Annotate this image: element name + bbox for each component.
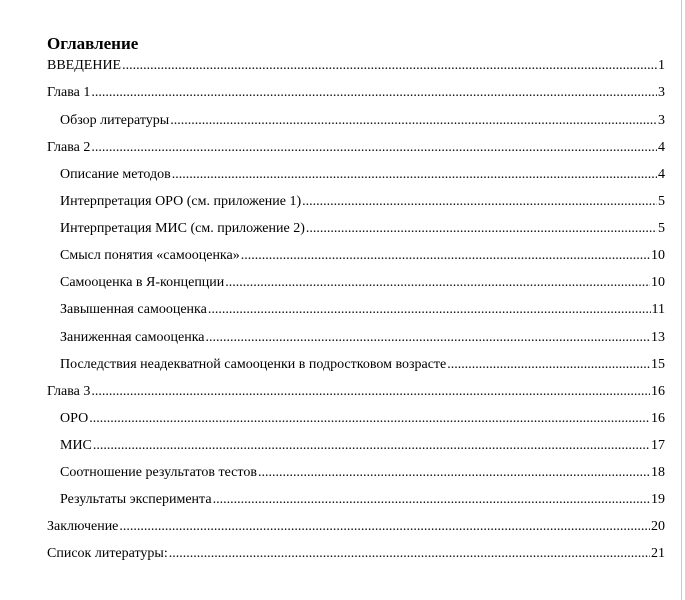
toc-entry[interactable] — [60, 300, 665, 318]
toc-entry-title: Результаты эксперимента — [60, 492, 212, 507]
toc-entry-page-number: 3 — [658, 85, 665, 100]
toc-entry-title: Смысл понятия «самооценка» — [60, 248, 240, 263]
toc-entry-page-number: 10 — [651, 248, 665, 263]
toc-entry-page-number: 15 — [651, 357, 665, 372]
toc-dot-leader — [91, 85, 657, 101]
toc-dot-leader — [89, 411, 650, 427]
toc-dot-leader — [208, 302, 651, 318]
toc-entry-page-number: 3 — [658, 113, 665, 128]
toc-entry[interactable] — [60, 490, 665, 508]
toc-dot-leader — [241, 248, 650, 264]
toc-dot-leader — [206, 330, 650, 346]
toc-dot-leader — [306, 221, 657, 237]
toc-entry-title: Заниженная самооценка — [60, 330, 205, 345]
toc-entry[interactable] — [60, 328, 665, 346]
toc-entry-page-number: 21 — [651, 546, 665, 561]
toc-entry[interactable] — [60, 246, 665, 264]
toc-dot-leader — [169, 546, 650, 562]
toc-entry-title: Заключение — [47, 519, 119, 534]
toc-dot-leader — [213, 492, 650, 508]
toc-entry-title: Глава 3 — [47, 384, 91, 399]
toc-entry-page-number: 1 — [658, 58, 665, 73]
toc-entry-title: Глава 1 — [47, 85, 91, 100]
toc-entry-title: Описание методов — [60, 167, 171, 182]
toc-entry-page-number: 19 — [651, 492, 665, 507]
toc-entry[interactable] — [60, 355, 665, 373]
toc-entry[interactable] — [47, 138, 665, 156]
toc-dot-leader — [91, 140, 657, 156]
toc-dot-leader — [447, 357, 650, 373]
toc-entry-title: ВВЕДЕНИЕ — [47, 58, 122, 73]
toc-entry-page-number: 18 — [651, 465, 665, 480]
toc-dot-leader — [258, 465, 650, 481]
toc-entry-title: Завышенная самооценка — [60, 302, 207, 317]
toc-entry-page-number: 16 — [651, 384, 665, 399]
toc-entry[interactable] — [60, 165, 665, 183]
toc-entry-title: Последствия неадекватной самооценки в подростковом возрасте — [60, 357, 447, 372]
toc-entry[interactable] — [60, 436, 665, 454]
toc-entry-page-number: 10 — [651, 275, 665, 290]
toc-entry-title: МИС — [60, 438, 92, 453]
toc-entry[interactable] — [60, 409, 665, 427]
toc-entry-page-number: 17 — [651, 438, 665, 453]
toc-entry[interactable] — [60, 219, 665, 237]
toc-entry[interactable] — [47, 56, 665, 74]
toc-entry-page-number: 4 — [658, 140, 665, 155]
toc-entry[interactable] — [60, 463, 665, 481]
toc-dot-leader — [119, 519, 650, 535]
toc-entry-title: ОРО — [60, 411, 89, 426]
toc-dot-leader — [91, 384, 650, 400]
toc-entry-page-number: 4 — [658, 167, 665, 182]
toc-entry-title: Список литературы: — [47, 546, 168, 561]
toc-entry[interactable] — [47, 382, 665, 400]
toc-entry-page-number: 13 — [651, 330, 665, 345]
toc-dot-leader — [93, 438, 650, 454]
toc-entry[interactable] — [47, 83, 665, 101]
toc-dot-leader — [302, 194, 657, 210]
toc-entry-title: Интерпретация ОРО (см. приложение 1) — [60, 194, 302, 209]
toc-dot-leader — [122, 58, 657, 74]
toc-entry[interactable] — [60, 111, 665, 129]
toc-entry-title: Обзор литературы — [60, 113, 170, 128]
toc-entry-page-number: 20 — [651, 519, 665, 534]
toc-entry-page-number: 16 — [651, 411, 665, 426]
toc-dot-leader — [170, 113, 657, 129]
toc-dot-leader — [172, 167, 657, 183]
toc-heading: Оглавление — [47, 34, 139, 53]
toc-entry-title: Самооценка в Я-концепции — [60, 275, 225, 290]
toc-entry[interactable] — [47, 544, 665, 562]
toc-entry[interactable] — [60, 273, 665, 291]
toc-entry[interactable] — [47, 517, 665, 535]
toc-entry-page-number: 5 — [658, 194, 665, 209]
toc-entry-title: Интерпретация МИС (см. приложение 2) — [60, 221, 305, 236]
toc-entry-title: Глава 2 — [47, 140, 91, 155]
toc-entry-page-number: 11 — [651, 302, 665, 317]
toc-entry-title: Соотношение результатов тестов — [60, 465, 257, 480]
toc-entry-page-number: 5 — [658, 221, 665, 236]
toc-entry[interactable] — [60, 192, 665, 210]
toc-dot-leader — [225, 275, 650, 291]
